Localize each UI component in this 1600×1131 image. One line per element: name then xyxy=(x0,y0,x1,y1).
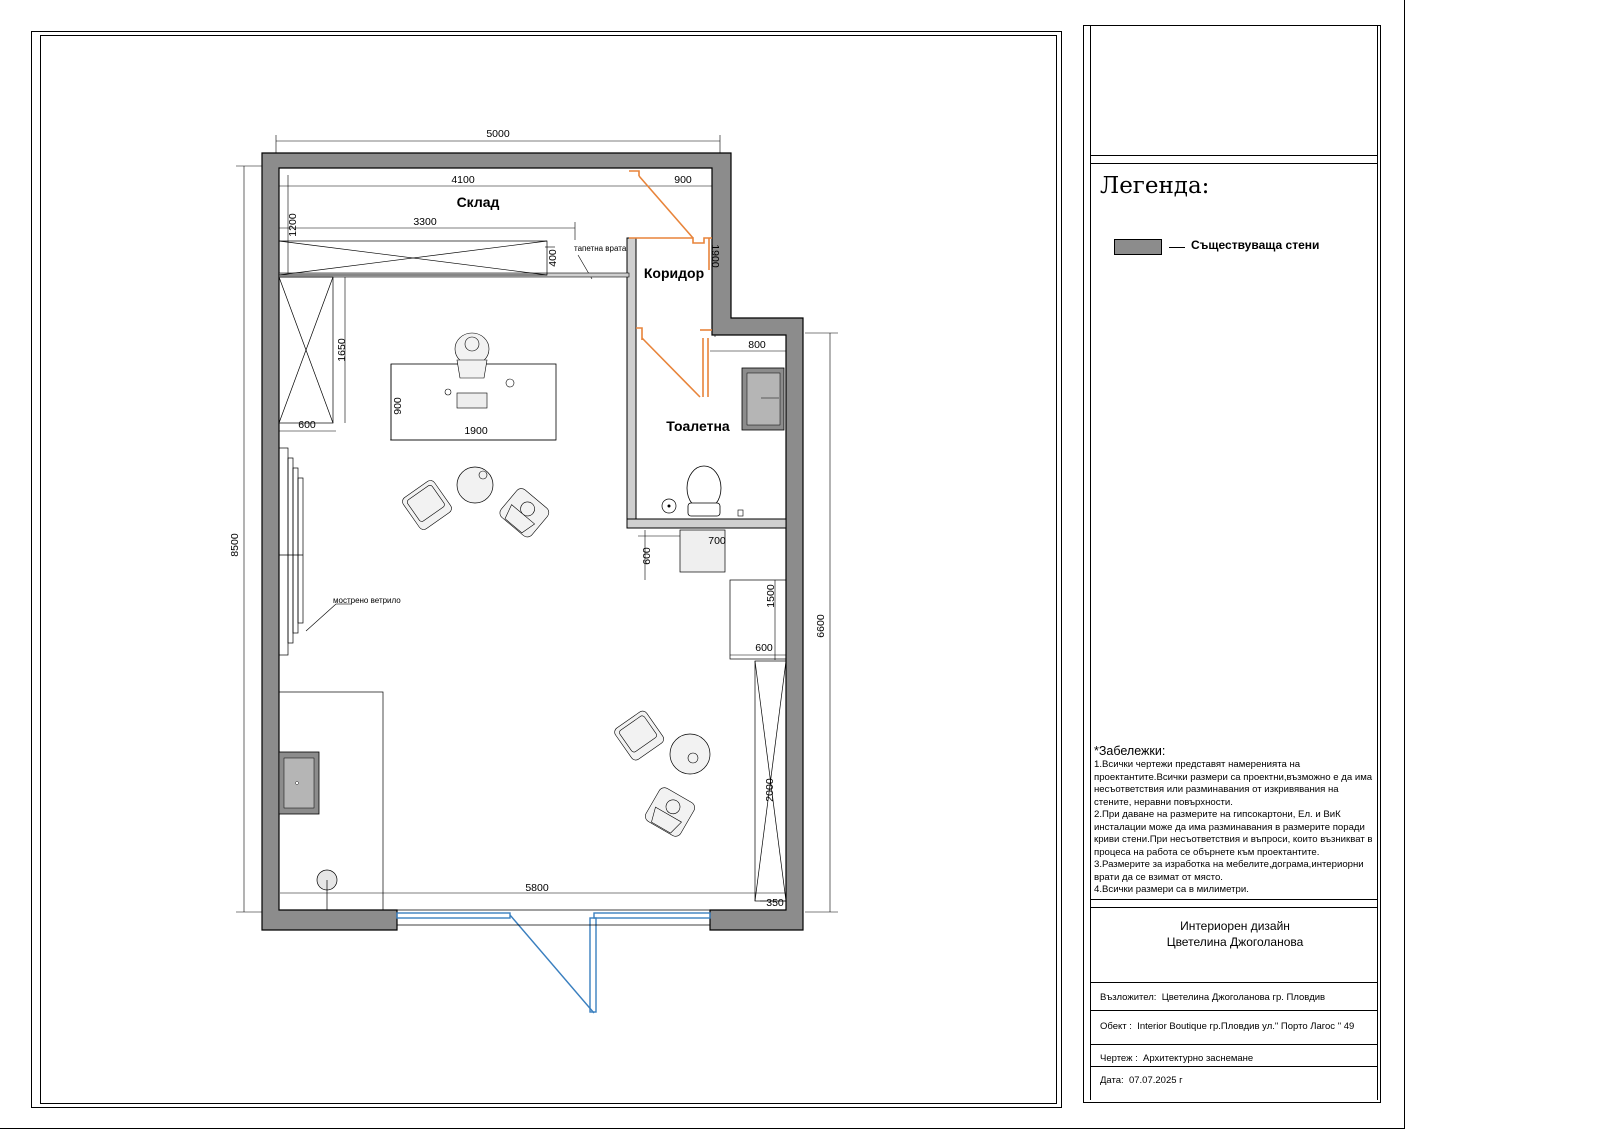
dim-left-total: 8500 xyxy=(229,533,241,557)
notes xyxy=(1094,744,1378,897)
dim-mirror-height: 2000 xyxy=(764,778,776,802)
room-label-corridor: Коридор xyxy=(643,265,705,281)
legend-existing-wall-swatch xyxy=(1114,239,1162,255)
dim-desk-length: 1900 xyxy=(464,425,488,437)
dim-bottom-total: 5800 xyxy=(525,882,549,894)
dim-top-total: 5000 xyxy=(486,128,510,140)
note-item: 1.Всички чертежи представят намеренията на проектантите.Всички размери са проектни,възможно е да има несъответствия или разминавания от изкривявания на стените, неравни повърхности. xyxy=(1094,759,1373,808)
phone-icon xyxy=(506,379,514,387)
designer-line1: Интериорен дизайн xyxy=(1180,919,1290,933)
date-value: 07.07.2025 г xyxy=(1128,1075,1183,1086)
dim-right-total: 6600 xyxy=(815,614,827,638)
partition-wall-vertical xyxy=(627,238,636,528)
designer-block xyxy=(1092,918,1378,950)
side-table-1 xyxy=(457,467,493,503)
object-value: Interior Boutique гр.Пловдив ул." Порто Лагос " 49 xyxy=(1137,1021,1355,1032)
date-row xyxy=(1100,1075,1183,1086)
date-label: Дата: xyxy=(1100,1075,1124,1086)
object-label: Обект : xyxy=(1100,1021,1132,1032)
person-seated-2-icon xyxy=(643,786,697,839)
dim-rack-width: 600 xyxy=(298,419,316,431)
dim-shelf-small: 400 xyxy=(547,249,559,267)
dim-cabinet-height: 1500 xyxy=(765,584,777,608)
left-rack xyxy=(279,277,333,423)
legend-existing-walls-label: Съществуваща стени xyxy=(1191,238,1320,252)
dim-shelf-length: 3300 xyxy=(413,216,437,228)
entrance-door xyxy=(397,913,710,1013)
designer-line2: Цветелина Джоголанова xyxy=(1166,935,1304,949)
drawing-value: Архитектурно заснемане xyxy=(1143,1053,1254,1064)
legend-title: Легенда: xyxy=(1100,173,1210,199)
person-at-desk-icon xyxy=(455,333,489,378)
dim-shelf-depth: 1200 xyxy=(287,213,299,237)
dim-toilet-width: 800 xyxy=(748,339,766,351)
room-label-storage: Склад xyxy=(456,194,500,210)
storage-shelf xyxy=(279,241,547,275)
dim-corridor-length: 1900 xyxy=(709,244,721,268)
dim-cabinet-width: 600 xyxy=(755,642,773,654)
room-label-toilet: Тоалетна xyxy=(666,418,730,434)
notes-title: *Забележки: xyxy=(1094,744,1166,758)
dim-sink-depth: 600 xyxy=(641,547,653,565)
dim-desk-depth: 900 xyxy=(392,397,404,415)
dim-storage-width: 4100 xyxy=(451,174,475,186)
toilet-bowl-icon xyxy=(687,466,721,516)
dim-rack-height: 1650 xyxy=(336,338,348,362)
note-item: 4.Всички размери са в милиметри. xyxy=(1094,884,1249,895)
client-row xyxy=(1100,992,1325,1003)
toilet-door xyxy=(636,328,712,397)
dim-corridor-width-top: 900 xyxy=(674,174,692,186)
laptop-icon xyxy=(457,393,487,408)
cup-icon xyxy=(445,389,451,395)
client-value: Цветелина Джоголанова гр. Пловдив xyxy=(1161,992,1326,1003)
dim-sink-width: 700 xyxy=(708,535,726,547)
label-fan: мострено ветрило xyxy=(333,596,401,605)
object-row xyxy=(1100,1021,1354,1032)
note-item: 3.Размерите за изработка на мебелите,дограма,интериорни врати да се взимат от място. xyxy=(1094,859,1364,883)
armchair-1 xyxy=(401,479,454,532)
label-wallpaper-door: тапетна врата xyxy=(574,244,627,253)
person-seated-1-icon xyxy=(497,486,551,539)
dim-corner-small: 350 xyxy=(766,897,784,909)
client-label: Възложител: xyxy=(1100,992,1157,1003)
armchair-2 xyxy=(613,709,666,762)
partition-wall-horizontal xyxy=(627,519,786,528)
note-item: 2.При даване на размерите на гипсокартони, Ел. и ВиК инсталации може да има разминавания в размерите поради криви стени.При несъответствия и въпроси, които възникват в процеса на работа се обърнете към проектантите. xyxy=(1094,809,1373,858)
drawing-row xyxy=(1100,1053,1253,1064)
drawing-label: Чертеж : xyxy=(1100,1053,1138,1064)
legend-dash xyxy=(1169,247,1185,248)
wall-display xyxy=(279,448,303,655)
